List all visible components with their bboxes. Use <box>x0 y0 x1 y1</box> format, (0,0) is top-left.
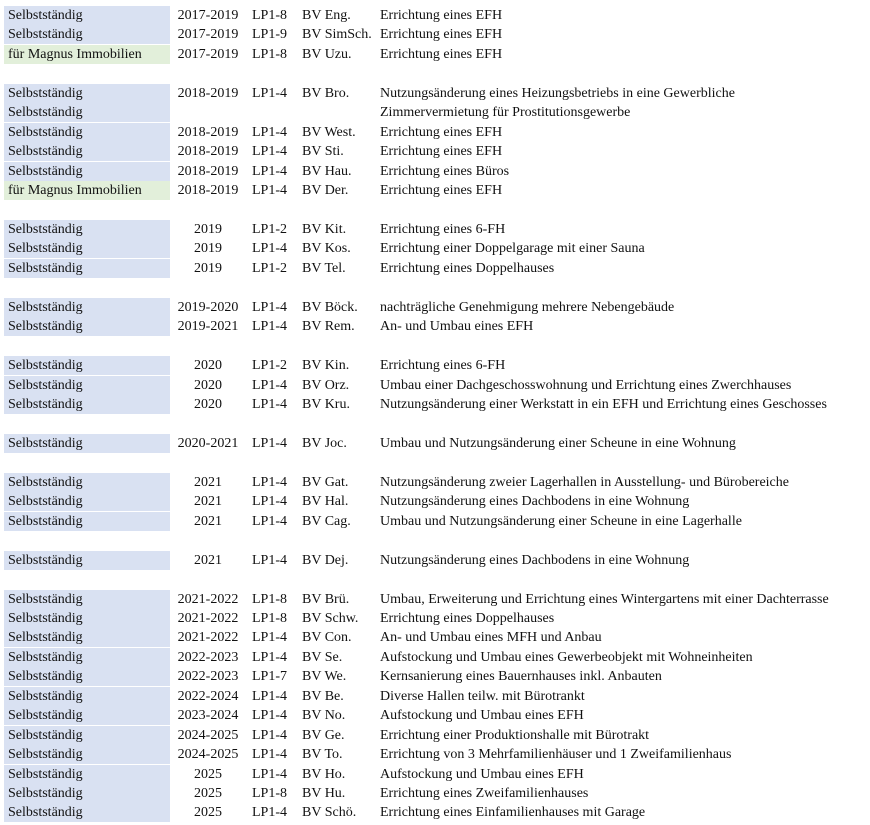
project-cell: BV Con. <box>302 630 352 645</box>
phase-cell: LP1-4 <box>252 144 287 159</box>
phase-cell: LP1-4 <box>252 241 287 256</box>
project-row <box>0 512 870 531</box>
role-cell: Selbstständig <box>4 551 170 570</box>
project-row <box>0 376 870 395</box>
project-row <box>0 220 870 239</box>
years-cell: 2018-2019 <box>177 183 239 198</box>
years-cell: 2019-2021 <box>177 319 239 334</box>
years-cell: 2021-2022 <box>177 611 239 626</box>
project-row <box>0 706 870 725</box>
project-row <box>0 317 870 336</box>
description-cell: Nutzungsänderung zweier Lagerhallen in Ausstellung- und Bürobereiche <box>380 475 789 490</box>
years-cell: 2020-2021 <box>177 436 239 451</box>
project-cell <box>302 103 378 122</box>
project-cell: BV Kin. <box>302 358 350 373</box>
description-cell: Umbau und Nutzungsänderung einer Scheune in eine Lagerhalle <box>380 514 742 529</box>
project-cell: BV We. <box>302 669 347 684</box>
years-cell: 2025 <box>194 767 222 782</box>
project-cell: BV Bro. <box>302 86 350 101</box>
phase-cell: LP1-4 <box>252 805 287 820</box>
role-cell: Selbstständig <box>4 590 170 609</box>
description-cell: Errichtung eines Zweifamilienhauses <box>380 786 589 801</box>
role-cell: Selbstständig <box>4 395 170 414</box>
phase-cell: LP1-2 <box>252 358 287 373</box>
project-row <box>0 667 870 686</box>
years-cell: 2025 <box>194 805 222 820</box>
description-cell: Kernsanierung eines Bauernhauses inkl. Anbauten <box>380 669 662 684</box>
project-cell: BV Dej. <box>302 553 349 568</box>
years-cell: 2018-2019 <box>177 86 239 101</box>
phase-cell: LP1-8 <box>252 611 287 626</box>
project-cell: BV Schö. <box>302 805 357 820</box>
description-cell: Errichtung einer Doppelgarage mit einer Sauna <box>380 241 645 256</box>
phase-cell <box>252 103 298 122</box>
project-cell: BV SimSch. <box>302 27 372 42</box>
project-cell: BV Se. <box>302 650 343 665</box>
role-cell: Selbstständig <box>4 25 170 44</box>
phase-cell: LP1-4 <box>252 319 287 334</box>
project-row <box>0 745 870 764</box>
project-cell: BV Cag. <box>302 514 351 529</box>
description-cell: Aufstockung und Umbau eines EFH <box>380 708 584 723</box>
description-cell: Umbau, Erweiterung und Errichtung eines Wintergartens mit einer Dachterrasse <box>380 592 829 607</box>
project-row <box>0 687 870 706</box>
description-cell: Errichtung eines 6-FH <box>380 222 506 237</box>
project-cell: BV Orz. <box>302 378 350 393</box>
project-cell: BV West. <box>302 125 356 140</box>
years-cell: 2017-2019 <box>177 47 239 62</box>
years-cell: 2020 <box>194 358 222 373</box>
project-cell: BV Brü. <box>302 592 350 607</box>
role-cell: Selbstständig <box>4 628 170 647</box>
phase-cell: LP1-4 <box>252 436 287 451</box>
description-cell: Errichtung eines Büros <box>380 164 510 179</box>
project-row <box>0 45 870 64</box>
years-cell: 2021 <box>194 514 222 529</box>
years-cell: 2021 <box>194 475 222 490</box>
description-cell: Errichtung eines EFH <box>380 47 503 62</box>
phase-cell: LP1-4 <box>252 708 287 723</box>
project-cell: BV Hu. <box>302 786 346 801</box>
description-cell: nachträgliche Genehmigung mehrere Nebengebäude <box>380 300 675 315</box>
phase-cell: LP1-2 <box>252 261 287 276</box>
phase-cell: LP1-4 <box>252 747 287 762</box>
project-row <box>0 239 870 258</box>
description-cell: Zimmervermietung für Prostitutionsgewerbe <box>380 105 631 120</box>
role-cell: Selbstständig <box>4 784 170 803</box>
project-cell: BV Hau. <box>302 164 352 179</box>
phase-cell: LP1-9 <box>252 27 287 42</box>
role-cell: für Magnus Immobilien <box>4 181 170 200</box>
years-cell: 2022-2024 <box>177 689 239 704</box>
years-cell: 2021 <box>194 494 222 509</box>
description-cell: Umbau einer Dachgeschosswohnung und Errichtung eines Zwerchhauses <box>380 378 792 393</box>
project-row <box>0 84 870 103</box>
project-row <box>0 6 870 25</box>
project-cell: BV Schw. <box>302 611 359 626</box>
project-row <box>0 142 870 161</box>
project-cell: BV Rem. <box>302 319 355 334</box>
project-row <box>0 162 870 181</box>
phase-cell: LP1-4 <box>252 86 287 101</box>
role-cell: Selbstständig <box>4 239 170 258</box>
description-cell: Errichtung von 3 Mehrfamilienhäuser und 1 Zweifamilienhaus <box>380 747 732 762</box>
project-cell: BV Kit. <box>302 222 347 237</box>
years-cell: 2024-2025 <box>177 747 239 762</box>
years-cell: 2021-2022 <box>177 592 239 607</box>
years-cell: 2023-2024 <box>177 708 239 723</box>
project-cell: BV Ho. <box>302 767 346 782</box>
role-cell: Selbstständig <box>4 317 170 336</box>
role-cell: Selbstständig <box>4 667 170 686</box>
project-cell: BV Joc. <box>302 436 347 451</box>
project-row <box>0 123 870 142</box>
years-cell: 2018-2019 <box>177 125 239 140</box>
phase-cell: LP1-4 <box>252 494 287 509</box>
years-cell: 2024-2025 <box>177 728 239 743</box>
phase-cell: LP1-4 <box>252 650 287 665</box>
project-cell: BV Gat. <box>302 475 349 490</box>
project-row <box>0 551 870 570</box>
phase-cell: LP1-4 <box>252 553 287 568</box>
role-cell: Selbstständig <box>4 745 170 764</box>
role-cell: Selbstständig <box>4 492 170 511</box>
years-cell: 2020 <box>194 397 222 412</box>
role-cell: Selbstständig <box>4 803 170 822</box>
project-cell: BV Kru. <box>302 397 350 412</box>
years-cell: 2019 <box>194 261 222 276</box>
phase-cell: LP1-4 <box>252 300 287 315</box>
project-row <box>0 590 870 609</box>
project-row <box>0 25 870 44</box>
description-cell: An- und Umbau eines MFH und Anbau <box>380 630 602 645</box>
project-row <box>0 298 870 317</box>
description-cell: Nutzungsänderung eines Heizungsbetriebs in eine Gewerbliche <box>380 86 735 101</box>
description-cell: Aufstockung und Umbau eines Gewerbeobjekt mit Wohneinheiten <box>380 650 753 665</box>
project-row <box>0 784 870 803</box>
role-cell: Selbstständig <box>4 609 170 628</box>
project-row <box>0 103 870 122</box>
role-cell: Selbstständig <box>4 84 170 103</box>
role-cell: Selbstständig <box>4 706 170 725</box>
phase-cell: LP1-4 <box>252 514 287 529</box>
project-cell: BV To. <box>302 747 343 762</box>
role-cell: Selbstständig <box>4 648 170 667</box>
project-cell: BV Hal. <box>302 494 349 509</box>
phase-cell: LP1-4 <box>252 475 287 490</box>
role-cell: für Magnus Immobilien <box>4 45 170 64</box>
role-cell: Selbstständig <box>4 512 170 531</box>
phase-cell: LP1-4 <box>252 728 287 743</box>
phase-cell: LP1-4 <box>252 378 287 393</box>
phase-cell: LP1-4 <box>252 397 287 412</box>
description-cell: Nutzungsänderung einer Werkstatt in ein EFH und Errichtung eines Geschosses <box>380 397 827 412</box>
project-row <box>0 356 870 375</box>
phase-cell: LP1-4 <box>252 689 287 704</box>
description-cell: Errichtung eines EFH <box>380 125 503 140</box>
project-row <box>0 434 870 453</box>
role-cell: Selbstständig <box>4 434 170 453</box>
phase-cell: LP1-8 <box>252 8 287 23</box>
project-cell: BV Sti. <box>302 144 344 159</box>
role-cell: Selbstständig <box>4 356 170 375</box>
project-row <box>0 765 870 784</box>
role-cell: Selbstständig <box>4 103 170 122</box>
project-cell: BV No. <box>302 708 346 723</box>
project-cell: BV Be. <box>302 689 344 704</box>
project-cell: BV Uzu. <box>302 47 352 62</box>
project-row <box>0 259 870 278</box>
description-cell: Diverse Hallen teilw. mit Bürotrankt <box>380 689 585 704</box>
project-cell: BV Ge. <box>302 728 345 743</box>
role-cell: Selbstständig <box>4 298 170 317</box>
project-row <box>0 492 870 511</box>
project-row <box>0 181 870 200</box>
project-row <box>0 609 870 628</box>
years-cell: 2021 <box>194 553 222 568</box>
role-cell: Selbstständig <box>4 142 170 161</box>
role-cell: Selbstständig <box>4 6 170 25</box>
description-cell: Errichtung einer Produktionshalle mit Bürotrakt <box>380 728 650 743</box>
description-cell: Errichtung eines Einfamilienhauses mit Garage <box>380 805 646 820</box>
years-cell <box>172 103 244 122</box>
project-row <box>0 473 870 492</box>
years-cell: 2017-2019 <box>177 8 239 23</box>
phase-cell: LP1-8 <box>252 47 287 62</box>
phase-cell: LP1-2 <box>252 222 287 237</box>
years-cell: 2022-2023 <box>177 669 239 684</box>
role-cell: Selbstständig <box>4 765 170 784</box>
phase-cell: LP1-4 <box>252 767 287 782</box>
role-cell: Selbstständig <box>4 687 170 706</box>
description-cell: Errichtung eines EFH <box>380 144 503 159</box>
role-cell: Selbstständig <box>4 259 170 278</box>
description-cell: An- und Umbau eines EFH <box>380 319 534 334</box>
description-cell: Errichtung eines EFH <box>380 183 503 198</box>
role-cell: Selbstständig <box>4 220 170 239</box>
phase-cell: LP1-4 <box>252 164 287 179</box>
role-cell: Selbstständig <box>4 726 170 745</box>
phase-cell: LP1-4 <box>252 125 287 140</box>
phase-cell: LP1-7 <box>252 669 287 684</box>
project-cell: BV Kos. <box>302 241 351 256</box>
project-cell: BV Eng. <box>302 8 351 23</box>
years-cell: 2018-2019 <box>177 144 239 159</box>
years-cell: 2019 <box>194 222 222 237</box>
description-cell: Aufstockung und Umbau eines EFH <box>380 767 584 782</box>
description-cell: Errichtung eines Doppelhauses <box>380 261 555 276</box>
description-cell: Umbau und Nutzungsänderung einer Scheune in eine Wohnung <box>380 436 736 451</box>
phase-cell: LP1-4 <box>252 183 287 198</box>
description-cell: Errichtung eines Doppelhauses <box>380 611 555 626</box>
description-cell: Errichtung eines EFH <box>380 27 503 42</box>
description-cell: Nutzungsänderung eines Dachbodens in eine Wohnung <box>380 553 690 568</box>
description-cell: Errichtung eines EFH <box>380 8 503 23</box>
project-row <box>0 803 870 822</box>
years-cell: 2025 <box>194 786 222 801</box>
years-cell: 2022-2023 <box>177 650 239 665</box>
phase-cell: LP1-8 <box>252 592 287 607</box>
project-row <box>0 648 870 667</box>
project-row <box>0 726 870 745</box>
role-cell: Selbstständig <box>4 123 170 142</box>
project-row <box>0 395 870 414</box>
years-cell: 2019 <box>194 241 222 256</box>
years-cell: 2017-2019 <box>177 27 239 42</box>
years-cell: 2020 <box>194 378 222 393</box>
project-cell: BV Böck. <box>302 300 358 315</box>
role-cell: Selbstständig <box>4 376 170 395</box>
description-cell: Nutzungsänderung eines Dachbodens in eine Wohnung <box>380 494 690 509</box>
years-cell: 2021-2022 <box>177 630 239 645</box>
project-row <box>0 628 870 647</box>
role-cell: Selbstständig <box>4 473 170 492</box>
project-cell: BV Tel. <box>302 261 346 276</box>
project-cell: BV Der. <box>302 183 349 198</box>
description-cell: Errichtung eines 6-FH <box>380 358 506 373</box>
years-cell: 2019-2020 <box>177 300 239 315</box>
years-cell: 2018-2019 <box>177 164 239 179</box>
role-cell: Selbstständig <box>4 162 170 181</box>
phase-cell: LP1-4 <box>252 630 287 645</box>
phase-cell: LP1-8 <box>252 786 287 801</box>
